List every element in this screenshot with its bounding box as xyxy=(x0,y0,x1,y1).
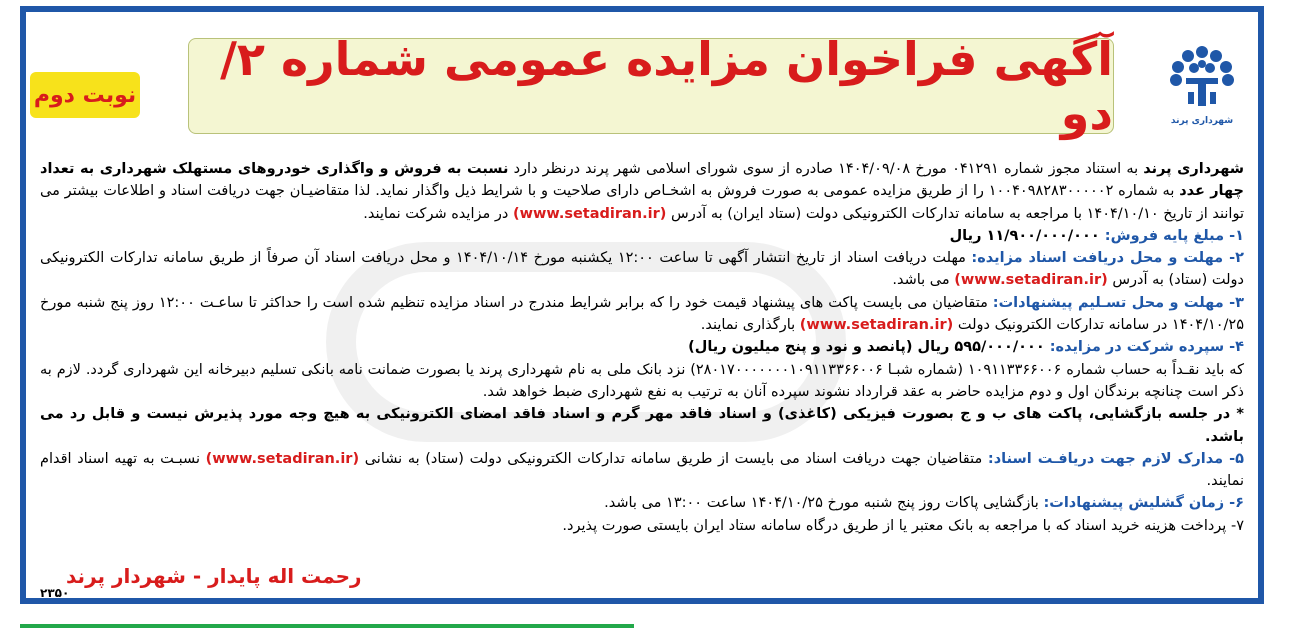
item-3-url: (www.setadiran.ir) xyxy=(799,317,954,334)
item-3 xyxy=(40,292,1244,337)
item-4-label: ۴- سپرده شرکت در مزایده: xyxy=(1049,339,1244,356)
item-5-url: (www.setadiran.ir) xyxy=(205,450,360,467)
item-2-text-2: می باشد. xyxy=(892,272,955,289)
item-1 xyxy=(40,225,1244,247)
item-6-label: ۶- زمان گشلیش پیشنهادات: xyxy=(1043,495,1244,512)
intro-text-3: در مزایده شرکت نمایند. xyxy=(363,205,513,222)
flower-emblem-icon xyxy=(1164,42,1240,112)
item-2-url: (www.setadiran.ir) xyxy=(954,272,1108,289)
item-2-text-1: مهلت دریافت اسناد از تاریخ انتشار آگهی تا ساعت ۱۲:۰۰ یکشنبه مورخ ۱۴۰۴/۱۰/۱۴ و محل دریافت اسناد آن صرفاً از طریق سامانه تدارکات الکترونیکی دولت (ستاد) به آدرس xyxy=(40,250,1244,289)
item-5-text-2: نسبـت به تهیه اسناد اقدام نمایند. xyxy=(40,450,1244,490)
item-2 xyxy=(40,247,1244,292)
item-4 xyxy=(40,336,1244,358)
item-6 xyxy=(40,492,1244,514)
signature: رحمت اله پایدار - شهردار پرند xyxy=(66,564,362,588)
org-name: شهرداری پرند xyxy=(1143,161,1245,177)
item-5-label: ۵- مدارک لازم جهت دریافـت اسناد: xyxy=(987,450,1245,467)
item-3-text-2: بارگذاری نمایند. xyxy=(700,317,800,334)
item-2-label: ۲- مهلت و محل دریافت اسناد مزایده: xyxy=(971,250,1244,267)
logo-caption: شهرداری پرند xyxy=(1170,116,1234,126)
item-3-label: ۳- مهلت و محل تسـلیم پیشنهادات: xyxy=(992,294,1244,311)
municipality-logo xyxy=(1160,42,1244,132)
item-3-text-1: متقاضیان می بایست پاکت های پیشنهاد قیمت خود را که برابر شرایط مندرج در اسناد مزایده تنظیم شده است را حداکثر تا ساعـت ۱۲:۰۰ روز پنج شنبه مورخ ۱۴۰۴/۱۰/۲۵ در سامانه تدارکات الکترونیک دولت xyxy=(40,294,1244,334)
intro-url: (www.setadiran.ir) xyxy=(512,205,667,222)
item-4-amount: ۵۹۵/۰۰۰/۰۰۰ ریال (پانصد و نود و پنج میلیون ریال) xyxy=(688,339,1050,356)
title-banner xyxy=(188,32,1114,140)
ad-title: آگهی فراخوان مزایده عمومی شماره ۲/ دو xyxy=(220,32,1113,140)
green-divider xyxy=(20,624,634,628)
intro-text-1: به استناد مجوز شماره ۰۴۱۲۹۱ مورخ ۱۴۰۴/۰۹/۰۸ صادره از سوی شورای اسلامی شهر پرند درنظر دارد xyxy=(508,161,1144,177)
item-4-details: که باید نقـداً به حساب شماره ۱۰۹۱۱۳۳۶۶۰۰۶ (شماره شبـا ۲۸۰۱۷۰۰۰۰۰۰۰۱۰۹۱۱۳۳۶۶۰۰۶) نزد بانک ملی به نام شهرداری پرند یا بصورت ضمانت نامه بانکی تسلیم دبیرخانه این شهرداری گردد. لازم به ذکر است چنانچه برندگان اول و دوم مزایده حاضر به عقد قرارداد نشوند سپرده آنان به ترتیب به نفع شهرداری ضبط خواهد شد. xyxy=(40,361,1244,400)
ad-body xyxy=(40,158,1244,537)
ad-frame xyxy=(20,6,1264,604)
intro-paragraph xyxy=(40,158,1244,225)
item-1-text: ۱۱/۹۰۰/۰۰۰/۰۰۰ ریال xyxy=(949,227,1105,244)
item-1-label: ۱- مبلغ پایه فروش: xyxy=(1104,227,1244,244)
ad-number: ۲۳۵۰ xyxy=(40,586,70,600)
item-7: ۷- پرداخت هزینه خرید اسناد که با مراجعه به بانک معتبر یا از طریق درگاه سامانه ستاد ایران بایستی صورت پذیرد. xyxy=(562,517,1244,534)
note-paragraph: * در جلسه بازگشایی، پاکت های ب و ج بصورت فیزیکی (کاغذی) و اسناد فاقد مهر گرم و اسناد فاقد امضای الکترونیکی به هیچ وجه مورد پذیرش نیست و قابل رد می باشد. xyxy=(40,406,1244,445)
item-6-text: بازگشایی پاکات روز پنج شنبه مورخ ۱۴۰۴/۱۰/۲۵ ساعت ۱۳:۰۰ می باشد. xyxy=(604,495,1044,512)
item-5 xyxy=(40,448,1244,493)
second-publication-badge: نوبت دوم xyxy=(30,72,140,118)
intro-text-2: به شماره ۱۰۰۴۰۹۸۲۸۳۰۰۰۰۰۲ را از طریق مزایده عمومی به صورت فروش به اشخـاص دارای صلاحیت و با شرایط ذیل واگذار نماید. لذا متقاضیـان جهت دریافت اسناد و اطلاعات بیشتر می توانند از تاریخ ۱۴۰۴/۱۰/۱۰ با مراجعه به سامانه تدارکات الکترونیکی دولت (ستاد ایران) به آدرس xyxy=(40,183,1244,222)
item-5-text-1: متقاضیان جهت دریافت اسناد می بایست از طریق سامانه تدارکات الکترونیکی دولت (ستاد) به نشانی xyxy=(359,450,988,467)
intro-bold: نسبت به فروش و واگذاری خودروهای مستهلک شهرداری به تعداد چهار عدد xyxy=(40,161,1245,200)
